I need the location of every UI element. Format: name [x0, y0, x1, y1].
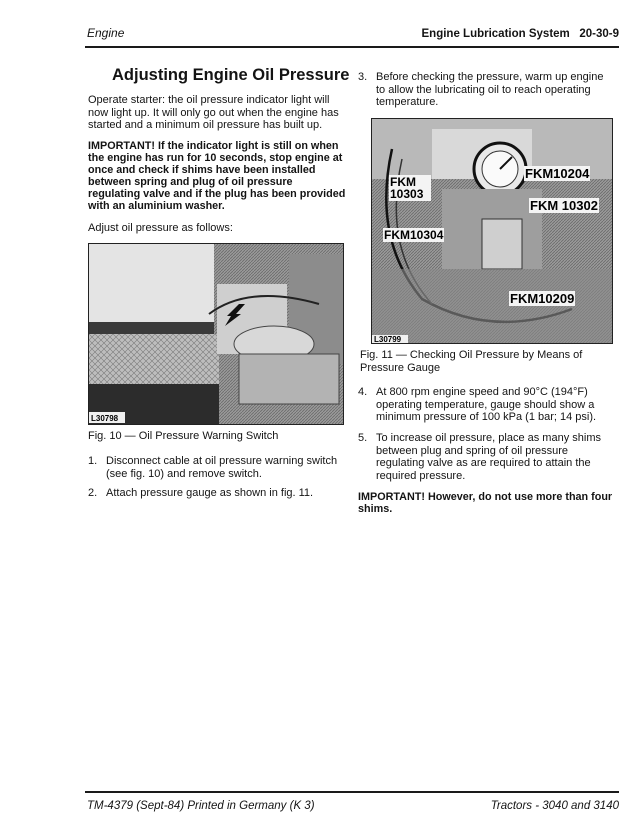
important-notice-2-text: IMPORTANT! However, do not use more than four shims.	[358, 491, 613, 515]
step-3	[358, 71, 614, 109]
important-notice-2	[358, 491, 614, 515]
step-text: To increase oil pressure, place as many shims between plug and spring of oil pressure regulating valve as are required to attain the required pressure.	[376, 432, 601, 482]
step-2	[88, 487, 346, 500]
fig11-code: L30799	[374, 335, 402, 343]
step-text: Attach pressure gauge as shown in fig. 11.	[106, 487, 314, 499]
intro-paragraph	[88, 94, 346, 132]
step-text: Disconnect cable at oil pressure warning switch (see fig. 10) and remove switch.	[106, 455, 338, 480]
label-fkm10304: FKM10304	[384, 228, 444, 242]
step-number: 2.	[88, 487, 98, 499]
footer-publication: TM-4379 (Sept-84) Printed in Germany (K 3)	[87, 800, 315, 812]
step-number: 3.	[358, 71, 368, 83]
important-notice-1-text: IMPORTANT! If the indicator light is still on when the engine has run for 10 seconds, stop engine at once and check if shims have been installed between spring and plug of oil pressure regulating valve and if the plug has been provided with an aluminium washer.	[88, 140, 346, 212]
fig11-caption-text: Fig. 11 — Checking Oil Pressure by Means of Pressure Gauge	[360, 349, 583, 374]
fig11-caption	[360, 349, 612, 374]
fig11-photo	[371, 118, 613, 344]
step-5	[358, 432, 614, 482]
label-fkm10302: FKM 10302	[530, 198, 598, 213]
step-number: 4.	[358, 386, 368, 398]
label-fkm10303: FKM 10303	[389, 175, 431, 201]
step-1	[88, 455, 346, 480]
page-number: 20-30-9	[579, 28, 619, 40]
adjust-intro-text: Adjust oil pressure as follows:	[88, 222, 233, 234]
header-section: Engine	[87, 26, 125, 40]
fig10-code: L30798	[91, 414, 119, 423]
header-rule	[85, 46, 619, 48]
step-number: 5.	[358, 432, 368, 444]
footer-rule	[85, 791, 619, 793]
page-heading: Adjusting Engine Oil Pressure	[112, 66, 350, 84]
fig10-caption-text: Fig. 10 — Oil Pressure Warning Switch	[88, 430, 279, 442]
step-text: Before checking the pressure, warm up engine to allow the lubricating oil to reach operating temperature.	[376, 71, 604, 108]
header-title-text: Engine Lubrication System	[421, 28, 570, 40]
important-notice-1	[88, 140, 346, 212]
step-4	[358, 386, 614, 424]
adjust-intro	[88, 222, 346, 235]
footer-model: Tractors - 3040 and 3140	[490, 800, 619, 812]
label-fkm10204: FKM10204	[525, 166, 590, 181]
step-text: At 800 rpm engine speed and 90°C (194°F) operating temperature, gauge should show a minimum pressure of 100 kPa (1 bar; 14 psi).	[376, 386, 597, 423]
step-number: 1.	[88, 455, 98, 467]
header-title	[422, 28, 619, 40]
fig10-photo	[88, 243, 344, 425]
label-fkm10209: FKM10209	[510, 291, 575, 306]
fig10-caption	[88, 430, 346, 443]
intro-text: Operate starter: the oil pressure indicator light will now light up. It will only go out when the engine has started and a minimum oil pressure has built up.	[88, 94, 339, 131]
fig10-illustration	[89, 244, 343, 424]
